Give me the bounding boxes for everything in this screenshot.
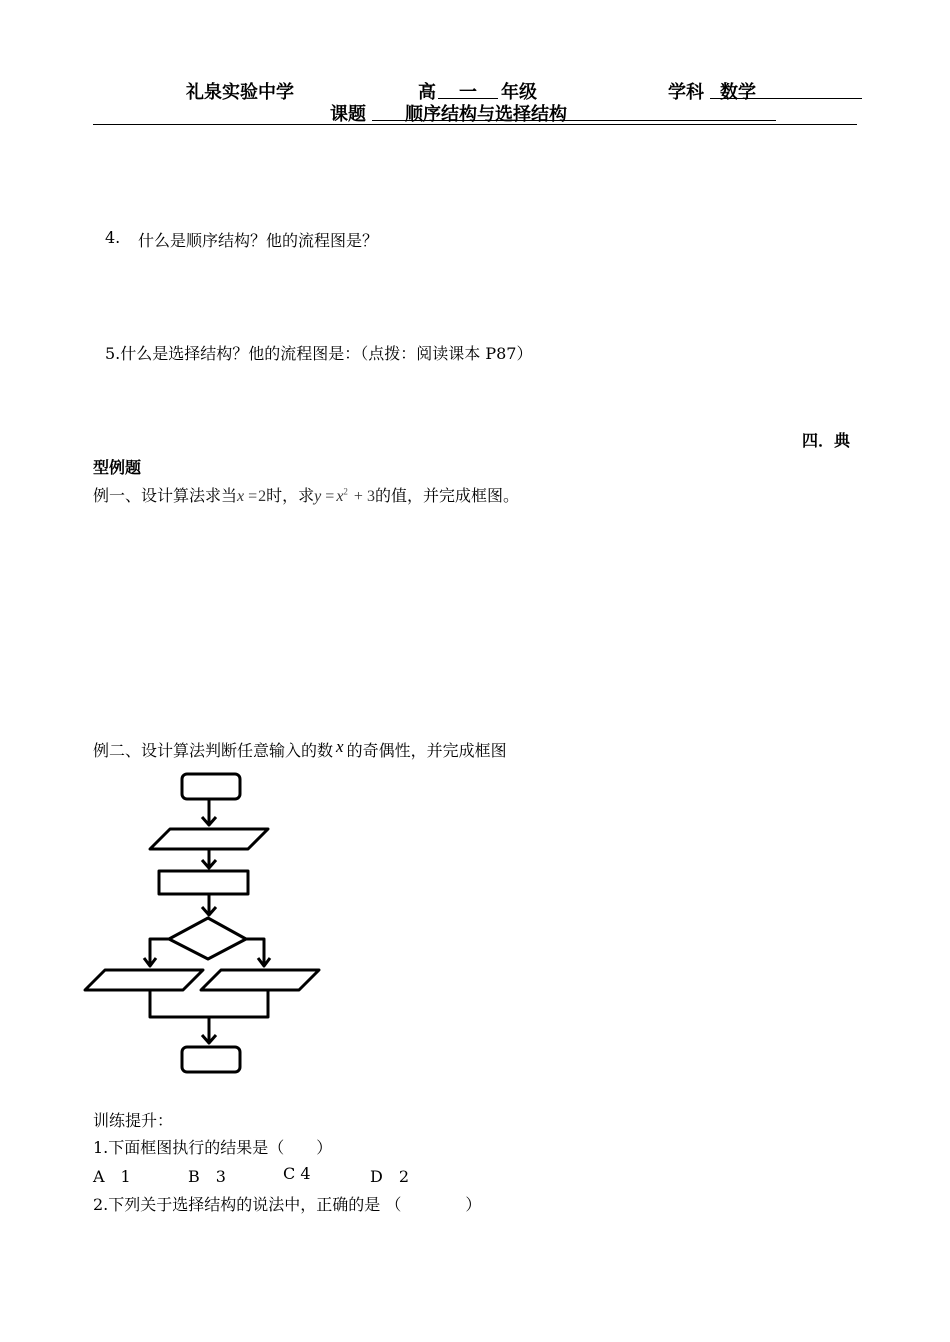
section-heading-part1: 四．典 [802, 431, 851, 450]
flowchart-output-right [201, 970, 319, 990]
training-q1-option-d: D 2 [370, 1167, 410, 1186]
training-title: 训练提升： [93, 1111, 174, 1130]
flowchart-start-terminal [182, 774, 240, 799]
section-heading-part2: 型例题 [93, 458, 142, 477]
example1-exponent: 2 [343, 486, 348, 497]
example1-var-x2: x [336, 488, 344, 505]
example1-eq: = [248, 488, 258, 505]
example1-text-c: 的值，并完成框图。 [374, 486, 519, 505]
flowchart-end-terminal [182, 1047, 240, 1072]
q4-number: 4. [105, 228, 121, 247]
q5-text: 5.什么是选择结构？他的流程图是：（点拨：阅读课本 P87） [105, 344, 533, 363]
example1-plus3: + 3 [353, 488, 375, 505]
example1-var-y: y [314, 488, 322, 505]
grade-suffix: 年级 [501, 82, 537, 103]
training-q2: 2.下列关于选择结构的说法中，正确的是 （ ） [93, 1195, 482, 1214]
flowchart-output-left [85, 970, 203, 990]
example2-text-a: 例二、设计算法判断任意输入的数 [93, 741, 334, 760]
flowchart-input-parallelogram [150, 829, 268, 849]
example1-two: 2 [258, 488, 267, 505]
flowchart-process-box [159, 871, 248, 894]
example1-text-a: 例一、设计算法求当 [93, 486, 238, 505]
q4-text: 什么是顺序结构？他的流程图是？ [138, 231, 379, 250]
example1-text-b: 时，求 [266, 486, 315, 505]
training-q1-option-b: B 3 [188, 1167, 226, 1186]
subject-label: 学科 [668, 82, 704, 103]
grade-prefix: 高 [418, 82, 436, 103]
subject-value: 数学 [720, 82, 756, 103]
topic-value: 顺序结构与选择结构 [405, 104, 567, 125]
topic-label: 课题 [330, 104, 366, 125]
flowchart-decision-diamond [169, 918, 246, 959]
example1-var-x: x [237, 488, 245, 505]
training-q1-option-c: C 4 [283, 1164, 311, 1183]
training-q1: 1.下面框图执行的结果是（ ） [93, 1138, 333, 1157]
school-name: 礼泉实验中学 [186, 82, 294, 103]
example2-text-b: 的奇偶性，并完成框图 [346, 741, 507, 760]
grade-value: 一 [459, 82, 477, 103]
training-q1-option-a: A 1 [93, 1167, 131, 1186]
example2-var-x: x [336, 737, 344, 756]
example1-eq2: = [325, 488, 335, 505]
